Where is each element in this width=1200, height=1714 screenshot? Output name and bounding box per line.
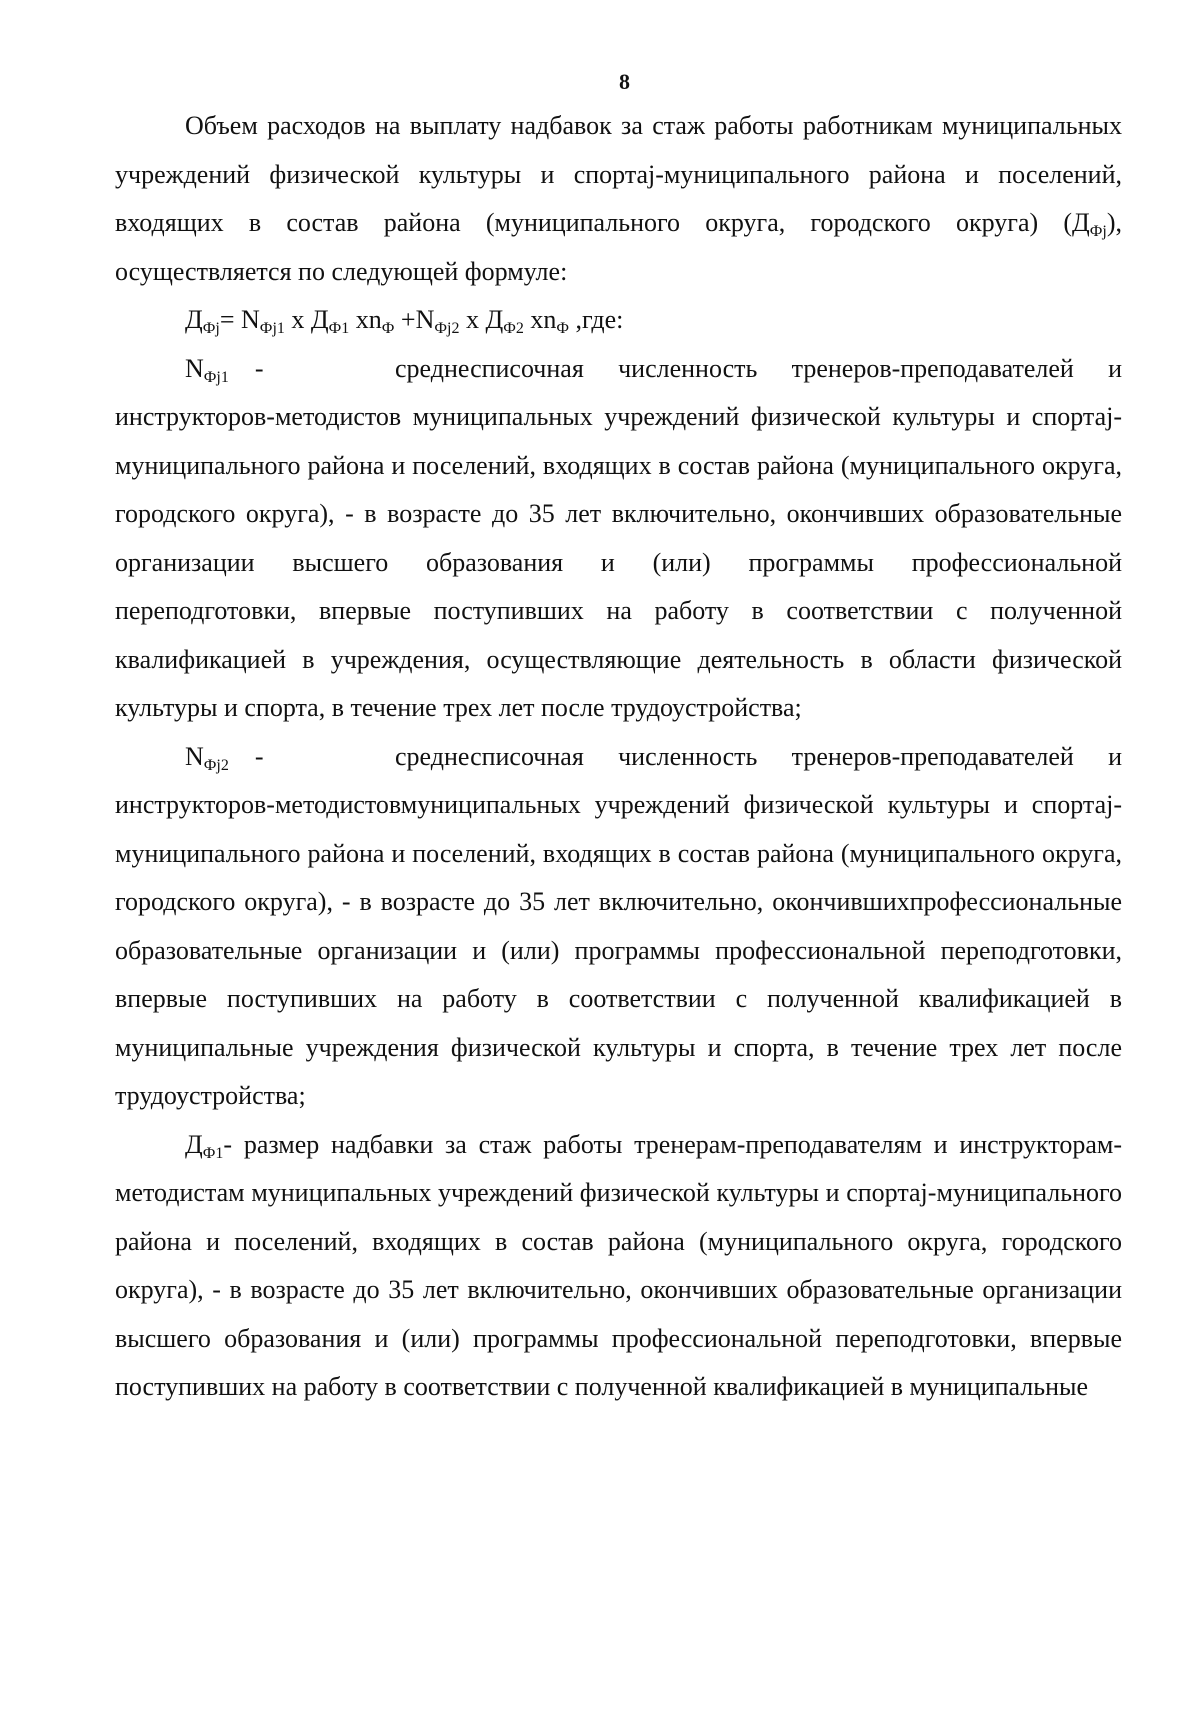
- formula-part: x Д: [284, 305, 329, 334]
- formula-part: x Д: [459, 305, 504, 334]
- formula-part: ,где:: [569, 305, 624, 334]
- intro-text: Объем расходов на выплату надбавок за стаж работы работникам муниципальных учреждений физической культуры и спортаj-муниципального района и поселений, входящих в состав района (муниципального округа, городского округа) (Д: [115, 111, 1122, 237]
- formula-sub: Ф2: [503, 320, 524, 337]
- formula-sub: Фj: [202, 320, 220, 337]
- formula-sub: Фj2: [434, 320, 460, 337]
- definition-paragraph: [115, 1121, 1122, 1412]
- formula-sub: Ф1: [328, 320, 350, 337]
- definition-term: [185, 1129, 233, 1162]
- definition-term: [185, 345, 395, 394]
- definition-symbol: N: [185, 741, 204, 771]
- definition-term: [185, 733, 395, 782]
- formula-part: xn: [523, 305, 557, 334]
- definition-subscript: Фj1: [203, 368, 229, 386]
- definition-text: размер надбавки за стаж работы тренерам-преподавателям и инструкторам-методистам муниципальных учреждений физической культуры и спортаj-муниципального района и поселений, входящих в состав района (муниципального округа, городского округа), - в возрасте до 35 лет включительно, окончивших образовательные организации высшего образования и (или) программы профессиональной переподготовки, впервые поступивших на работу в соответствии с полученной квалификацией в муниципальные: [115, 1129, 1122, 1401]
- formula-part: xn: [349, 305, 382, 334]
- definition-symbol: Д: [185, 1129, 203, 1159]
- definition-symbol: N: [185, 353, 204, 383]
- formula-part: = N: [219, 305, 260, 334]
- definition-text: среднесписочная численность тренеров-преподавателей и инструкторов-методистов муниципальных учреждений физической культуры и спортаj-муниципального района и поселений, входящих в состав района (муниципального округа, городского округа), - в возрасте до 35 лет включительно, окончивших образовательные организации высшего образования и (или) программы профессиональной переподготовки, впервые поступивших на работу в соответствии с полученной квалификацией в учреждения, осуществляющие деятельность в области физической культуры и спорта, в течение трех лет после трудоустройства;: [115, 353, 1122, 722]
- intro-tail: ), осуществляется по следующей формуле:: [115, 208, 1122, 286]
- definition-paragraph: [115, 345, 1122, 733]
- formula: [115, 296, 1122, 345]
- intro-subscript: Фj: [1089, 223, 1107, 240]
- definition-subscript: Ф1: [202, 1144, 224, 1162]
- page-number: 8: [619, 69, 630, 94]
- definition-paragraph: [115, 733, 1122, 1121]
- definition-dash: -: [254, 353, 264, 383]
- definition-subscript: Фj2: [203, 756, 229, 774]
- formula-sub: Ф: [381, 320, 395, 337]
- formula-sub: Фj1: [259, 320, 285, 337]
- definition-dash: -: [223, 1129, 233, 1159]
- formula-part: Д: [185, 305, 203, 334]
- formula-sub: Ф: [556, 320, 569, 337]
- intro-paragraph: [115, 102, 1122, 296]
- definition-dash: -: [254, 741, 264, 771]
- formula-part: +N: [394, 305, 435, 334]
- definition-text: среднесписочная численность тренеров-преподавателей и инструкторов-методистовмуниципальных учреждений физической культуры и спортаj-муниципального района и поселений, входящих в состав района (муниципального округа, городского округа), - в возрасте до 35 лет включительно, окончившихпрофессиональные образовательные организации и (или) программы профессиональной переподготовки, впервые поступивших на работу в соответствии с полученной квалификацией в муниципальные учреждения физической культуры и спорта, в течение трех лет после трудоустройства;: [115, 741, 1122, 1110]
